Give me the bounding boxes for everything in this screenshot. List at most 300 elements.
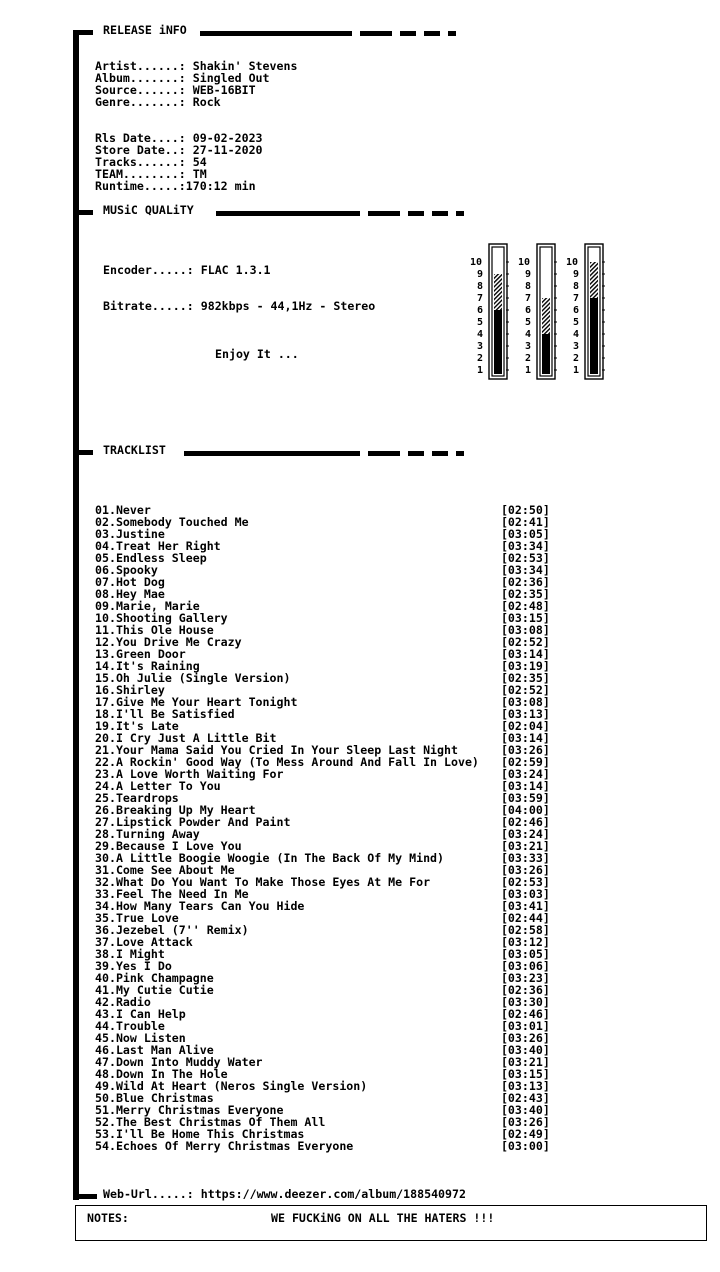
track-number: 51 <box>95 1103 109 1117</box>
track-dot: . <box>108 527 116 541</box>
track-dot: . <box>108 515 116 529</box>
track-number: 46 <box>95 1043 109 1057</box>
track-title: Now Listen <box>115 1031 186 1045</box>
meter-tick-label: 7 <box>573 293 580 304</box>
left-frame-bar <box>73 30 79 1200</box>
track-number: 23 <box>95 767 109 781</box>
track-title: Down Into Muddy Water <box>115 1055 263 1069</box>
encoder-label: Encoder.....: <box>103 263 194 277</box>
tracklist-rule <box>184 451 360 456</box>
track-number: 48 <box>95 1067 109 1081</box>
meter-peak-hatch <box>542 298 550 334</box>
meter-tick-label: 4 <box>525 329 532 340</box>
tracks-label: Tracks......: <box>95 155 186 169</box>
music-quality-rule <box>216 211 360 216</box>
tracklist-dash-4 <box>456 451 464 456</box>
track-title: The Best Christmas Of Them All <box>115 1115 326 1129</box>
track-dot: . <box>108 1091 116 1105</box>
track-dot: . <box>108 899 116 913</box>
track-time: [03:40] <box>500 1043 550 1057</box>
track-time: [03:41] <box>500 899 550 913</box>
track-number: 29 <box>95 839 109 853</box>
track-dot: . <box>108 647 116 661</box>
track-dot: . <box>108 959 116 973</box>
encoder-row <box>103 264 271 276</box>
track-title: Hey Mae <box>115 587 165 601</box>
track-row <box>95 552 550 564</box>
track-time: [03:14] <box>500 779 550 793</box>
meter-tick-label: 5 <box>477 317 484 328</box>
track-time: [03:06] <box>500 959 550 973</box>
track-dot: . <box>108 503 116 517</box>
track-dot: . <box>108 635 116 649</box>
track-title: Oh Julie (Single Version) <box>115 671 291 685</box>
genre-label: Genre.......: <box>95 95 186 109</box>
track-dot: . <box>108 983 116 997</box>
track-number: 20 <box>95 731 109 745</box>
encoder-value: FLAC 1.3.1 <box>200 263 271 277</box>
rls-date-value: 09-02-2023 <box>192 131 263 145</box>
track-number: 06 <box>95 563 109 577</box>
track-time: [02:35] <box>500 587 550 601</box>
track-dot: . <box>108 839 116 853</box>
enjoy-text: Enjoy It ... <box>215 347 299 361</box>
release-info-block <box>95 48 297 120</box>
track-dot: . <box>108 719 116 733</box>
track-title: This Ole House <box>115 623 214 637</box>
track-title: Love Attack <box>115 935 193 949</box>
rls-date-label: Rls Date....: <box>95 131 186 145</box>
track-title: It's Late <box>115 719 179 733</box>
track-number: 10 <box>95 611 109 625</box>
track-title: Echoes Of Merry Christmas Everyone <box>115 1139 354 1153</box>
notes-text: WE FUCKiNG ON ALL THE HATERS !!! <box>271 1211 495 1225</box>
store-date-value: 27-11-2020 <box>192 143 263 157</box>
track-title: A Rockin' Good Way (To Mess Around And Fall In Love) <box>115 755 479 769</box>
meter-tick-label: 6 <box>525 305 532 316</box>
track-time: [03:21] <box>500 1055 550 1069</box>
artist-value: Shakin' Stevens <box>192 59 298 73</box>
music-quality-dash-4 <box>456 211 464 216</box>
track-time: [02:44] <box>500 911 550 925</box>
track-title: Give Me Your Heart Tonight <box>115 695 298 709</box>
genre-row <box>95 96 297 108</box>
meter-tick-label: 8 <box>525 281 532 292</box>
track-title: A Love Worth Waiting For <box>115 767 284 781</box>
track-time: [03:34] <box>500 539 550 553</box>
meter-tick-label: 9 <box>573 269 580 280</box>
track-number: 53 <box>95 1127 109 1141</box>
meter-tick-label: 7 <box>525 293 532 304</box>
album-label: Album.......: <box>95 71 186 85</box>
source-label: Source......: <box>95 83 186 97</box>
track-time: [03:59] <box>500 791 550 805</box>
meter-tick-label: 6 <box>477 305 484 316</box>
track-time: [03:14] <box>500 647 550 661</box>
level-meter <box>518 244 557 379</box>
track-dot: . <box>108 587 116 601</box>
track-title: Never <box>115 503 151 517</box>
track-number: 35 <box>95 911 109 925</box>
tracklist-title: TRACKLIST <box>103 443 166 457</box>
track-dot: . <box>108 995 116 1009</box>
track-dot: . <box>108 1031 116 1045</box>
track-number: 52 <box>95 1115 109 1129</box>
track-dot: . <box>108 851 116 865</box>
track-number: 50 <box>95 1091 109 1105</box>
track-number: 28 <box>95 827 109 841</box>
track-number: 18 <box>95 707 109 721</box>
track-title: I Cry Just A Little Bit <box>115 731 277 745</box>
track-time: [03:34] <box>500 563 550 577</box>
track-number: 40 <box>95 971 109 985</box>
track-time: [02:41] <box>500 515 550 529</box>
track-title: I Can Help <box>115 1007 186 1021</box>
track-dot: . <box>108 659 116 673</box>
release-info-rule <box>200 31 352 36</box>
meter-tick-label: 10 <box>518 257 531 268</box>
track-dot: . <box>108 887 116 901</box>
track-number: 12 <box>95 635 109 649</box>
music-quality-dash-1 <box>368 211 400 216</box>
track-dot: . <box>108 671 116 685</box>
track-title: Radio <box>115 995 151 1009</box>
track-time: [03:15] <box>500 1067 550 1081</box>
track-time: [03:01] <box>500 1019 550 1033</box>
track-title: Pink Champagne <box>115 971 214 985</box>
track-number: 11 <box>95 623 109 637</box>
track-title: What Do You Want To Make Those Eyes At Me For <box>115 875 431 889</box>
store-date-label: Store Date..: <box>95 143 186 157</box>
track-title: Your Mama Said You Cried In Your Sleep Last Night <box>115 743 458 757</box>
track-time: [04:00] <box>500 803 550 817</box>
track-time: [02:46] <box>500 815 550 829</box>
track-time: [02:43] <box>500 1091 550 1105</box>
meter-tick-label: 5 <box>525 317 532 328</box>
track-title: Turning Away <box>115 827 200 841</box>
track-number: 44 <box>95 1019 109 1033</box>
release-info-tick <box>79 30 93 35</box>
level-meters <box>470 242 610 382</box>
track-number: 47 <box>95 1055 109 1069</box>
track-title: A Letter To You <box>115 779 221 793</box>
track-title: Green Door <box>115 647 186 661</box>
track-time: [02:52] <box>500 683 550 697</box>
track-dot: . <box>108 971 116 985</box>
track-title: Because I Love You <box>115 839 242 853</box>
track-dot: . <box>108 1139 116 1153</box>
track-time: [03:05] <box>500 947 550 961</box>
track-time: [03:26] <box>500 1031 550 1045</box>
track-number: 49 <box>95 1079 109 1093</box>
track-dot: . <box>108 875 116 889</box>
meter-tick-label: 3 <box>573 341 580 352</box>
track-number: 03 <box>95 527 109 541</box>
runtime-label: Runtime.....: <box>95 179 186 193</box>
track-number: 15 <box>95 671 109 685</box>
meter-tick-label: 2 <box>477 353 484 364</box>
meter-tick-label: 7 <box>477 293 484 304</box>
track-dot: . <box>108 563 116 577</box>
tracklist-tick <box>79 450 93 455</box>
track-title: Treat Her Right <box>115 539 221 553</box>
meter-tick-label: 9 <box>525 269 532 280</box>
meter-peak-hatch <box>590 262 598 298</box>
track-time: [03:12] <box>500 935 550 949</box>
team-value: TM <box>192 167 207 181</box>
track-time: [03:05] <box>500 527 550 541</box>
meter-tick-label: 1 <box>525 365 532 376</box>
track-number: 34 <box>95 899 109 913</box>
track-dot: . <box>108 803 116 817</box>
track-number: 14 <box>95 659 109 673</box>
track-title: Lipstick Powder And Paint <box>115 815 291 829</box>
track-number: 17 <box>95 695 109 709</box>
track-title: Blue Christmas <box>115 1091 214 1105</box>
track-time: [03:40] <box>500 1103 550 1117</box>
track-time: [03:03] <box>500 887 550 901</box>
track-number: 45 <box>95 1031 109 1045</box>
track-number: 22 <box>95 755 109 769</box>
meter-tick-label: 3 <box>525 341 532 352</box>
track-number: 25 <box>95 791 109 805</box>
track-time: [03:19] <box>500 659 550 673</box>
web-url-link[interactable]: https://www.deezer.com/album/188540972 <box>200 1187 466 1201</box>
music-quality-tick <box>79 210 93 215</box>
track-time: [03:08] <box>500 623 550 637</box>
meter-tick-label: 10 <box>470 257 483 268</box>
track-dot: . <box>108 767 116 781</box>
track-title: I'll Be Satisfied <box>115 707 235 721</box>
track-number: 24 <box>95 779 109 793</box>
track-title: Shooting Gallery <box>115 611 228 625</box>
track-number: 13 <box>95 647 109 661</box>
frame-bottom-tick <box>73 1194 97 1199</box>
track-dot: . <box>108 1067 116 1081</box>
track-number: 27 <box>95 815 109 829</box>
track-title: My Cutie Cutie <box>115 983 214 997</box>
track-time: [03:14] <box>500 731 550 745</box>
track-time: [02:04] <box>500 719 550 733</box>
track-time: [03:13] <box>500 1079 550 1093</box>
track-time: [03:30] <box>500 995 550 1009</box>
meter-peak-hatch <box>494 274 502 310</box>
track-dot: . <box>108 707 116 721</box>
track-number: 30 <box>95 851 109 865</box>
track-dot: . <box>108 551 116 565</box>
track-number: 07 <box>95 575 109 589</box>
bitrate-row <box>103 300 375 312</box>
meter-level-fill <box>542 334 550 374</box>
meter-tick-label: 3 <box>477 341 484 352</box>
track-dot: . <box>108 731 116 745</box>
track-title: True Love <box>115 911 179 925</box>
track-number: 38 <box>95 947 109 961</box>
meter-tick-label: 8 <box>477 281 484 292</box>
album-value: Singled Out <box>192 71 270 85</box>
level-meter <box>566 244 605 379</box>
artist-label: Artist......: <box>95 59 186 73</box>
track-time: [02:49] <box>500 1127 550 1141</box>
track-title: Yes I Do <box>115 959 172 973</box>
track-time: [03:21] <box>500 839 550 853</box>
track-dot: . <box>108 683 116 697</box>
track-dot: . <box>108 1079 116 1093</box>
track-dot: . <box>108 1055 116 1069</box>
release-info-dash-3 <box>424 31 440 36</box>
track-dot: . <box>108 863 116 877</box>
track-time: [03:08] <box>500 695 550 709</box>
track-title: Breaking Up My Heart <box>115 803 256 817</box>
meter-tick-label: 10 <box>566 257 579 268</box>
track-title: Come See About Me <box>115 863 235 877</box>
track-number: 09 <box>95 599 109 613</box>
track-dot: . <box>108 947 116 961</box>
track-title: Marie, Marie <box>115 599 200 613</box>
track-number: 02 <box>95 515 109 529</box>
track-dot: . <box>108 755 116 769</box>
track-number: 16 <box>95 683 109 697</box>
track-number: 39 <box>95 959 109 973</box>
track-time: [03:15] <box>500 611 550 625</box>
meter-tick-label: 5 <box>573 317 580 328</box>
track-dot: . <box>108 779 116 793</box>
team-label: TEAM........: <box>95 167 186 181</box>
track-number: 04 <box>95 539 109 553</box>
track-number: 05 <box>95 551 109 565</box>
track-time: [02:53] <box>500 875 550 889</box>
track-dot: . <box>108 827 116 841</box>
track-time: [03:23] <box>500 971 550 985</box>
track-title: Wild At Heart (Neros Single Version) <box>115 1079 368 1093</box>
level-meter <box>470 244 509 379</box>
track-dot: . <box>108 1007 116 1021</box>
track-number: 54 <box>95 1139 109 1153</box>
track-time: [03:13] <box>500 707 550 721</box>
source-value: WEB-16BIT <box>192 83 256 97</box>
web-url-row <box>103 1188 466 1200</box>
track-number: 36 <box>95 923 109 937</box>
track-time: [03:26] <box>500 863 550 877</box>
track-number: 31 <box>95 863 109 877</box>
notes-label: NOTES: <box>87 1211 129 1225</box>
bitrate-label: Bitrate.....: <box>103 299 194 313</box>
track-time: [03:00] <box>500 1139 550 1153</box>
notes-box <box>75 1205 707 1241</box>
track-title: Down In The Hole <box>115 1067 228 1081</box>
track-number: 42 <box>95 995 109 1009</box>
release-info-dash-2 <box>400 31 416 36</box>
meter-tick-label: 2 <box>525 353 532 364</box>
music-quality-title: MUSiC QUALiTY <box>103 203 194 217</box>
track-time: [02:50] <box>500 503 550 517</box>
release-info-title: RELEASE iNFO <box>103 23 187 37</box>
music-quality-dash-2 <box>408 211 424 216</box>
track-time: [02:59] <box>500 755 550 769</box>
track-dot: . <box>108 575 116 589</box>
track-dot: . <box>108 743 116 757</box>
web-url-label: Web-Url.....: <box>103 1187 194 1201</box>
track-time: [02:35] <box>500 671 550 685</box>
track-number: 19 <box>95 719 109 733</box>
track-dot: . <box>108 791 116 805</box>
track-dot: . <box>108 611 116 625</box>
meter-tick-label: 4 <box>477 329 484 340</box>
track-number: 01 <box>95 503 109 517</box>
release-info-dash-4 <box>448 31 456 36</box>
track-title: You Drive Me Crazy <box>115 635 242 649</box>
track-time: [02:46] <box>500 1007 550 1021</box>
track-title: Hot Dog <box>115 575 165 589</box>
track-title: Justine <box>115 527 165 541</box>
track-dot: . <box>108 815 116 829</box>
meter-level-fill <box>494 310 502 374</box>
track-time: [02:53] <box>500 551 550 565</box>
track-title: Last Man Alive <box>115 1043 214 1057</box>
meter-tick-label: 6 <box>573 305 580 316</box>
meter-tick-label: 1 <box>477 365 484 376</box>
track-time: [03:26] <box>500 743 550 757</box>
track-dot: . <box>108 1127 116 1141</box>
track-number: 37 <box>95 935 109 949</box>
track-time: [03:24] <box>500 827 550 841</box>
track-number: 08 <box>95 587 109 601</box>
track-dot: . <box>108 1019 116 1033</box>
track-title: A Little Boogie Woogie (In The Back Of My Mind) <box>115 851 445 865</box>
tracklist-dash-1 <box>368 451 400 456</box>
track-dot: . <box>108 1103 116 1117</box>
genre-value: Rock <box>192 95 221 109</box>
track-title: Spooky <box>115 563 158 577</box>
meter-tick-label: 8 <box>573 281 580 292</box>
track-title: How Many Tears Can You Hide <box>115 899 305 913</box>
tracklist-dash-2 <box>408 451 424 456</box>
track-number: 33 <box>95 887 109 901</box>
track-title: It's Raining <box>115 659 200 673</box>
track-dot: . <box>108 935 116 949</box>
track-title: I'll Be Home This Christmas <box>115 1127 305 1141</box>
track-time: [02:36] <box>500 575 550 589</box>
track-dot: . <box>108 923 116 937</box>
track-title: Jezebel (7'' Remix) <box>115 923 249 937</box>
track-time: [02:48] <box>500 599 550 613</box>
track-time: [03:33] <box>500 851 550 865</box>
track-number: 41 <box>95 983 109 997</box>
track-title: Merry Christmas Everyone <box>115 1103 284 1117</box>
track-title: Teardrops <box>115 791 179 805</box>
track-dot: . <box>108 539 116 553</box>
track-dot: . <box>108 911 116 925</box>
track-number: 43 <box>95 1007 109 1021</box>
track-time: [02:36] <box>500 983 550 997</box>
track-number: 21 <box>95 743 109 757</box>
meter-level-fill <box>590 298 598 374</box>
track-time: [03:24] <box>500 767 550 781</box>
track-dot: . <box>108 1115 116 1129</box>
track-dot: . <box>108 623 116 637</box>
runtime-row <box>95 180 256 192</box>
track-number: 32 <box>95 875 109 889</box>
track-title: I Might <box>115 947 165 961</box>
track-row <box>95 984 550 996</box>
music-quality-dash-3 <box>432 211 448 216</box>
tracklist <box>95 504 550 1152</box>
track-title: Shirley <box>115 683 165 697</box>
meter-tick-label: 2 <box>573 353 580 364</box>
bitrate-value: 982kbps - 44,1Hz - Stereo <box>200 299 376 313</box>
track-number: 26 <box>95 803 109 817</box>
track-time: [03:26] <box>500 1115 550 1129</box>
